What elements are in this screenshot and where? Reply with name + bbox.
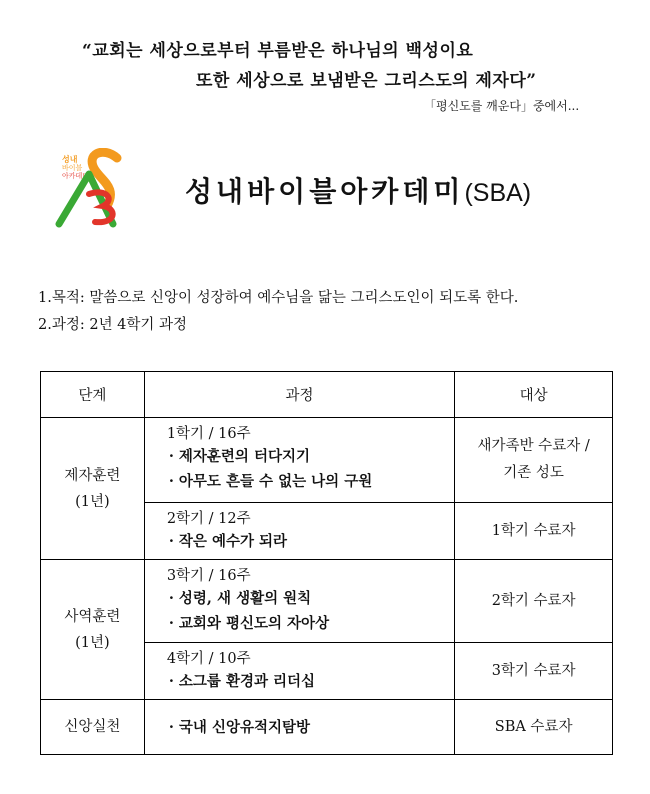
title-korean: 성내바이블아카데미	[185, 175, 465, 208]
semester-label: 2학기 / 12주	[166, 511, 251, 527]
stage-cell	[41, 700, 145, 755]
page-title	[185, 170, 531, 210]
target-line: 기존 성도	[503, 465, 564, 481]
logo-text-line-2: 바이블	[62, 164, 83, 172]
stage-name: 제자훈련	[64, 467, 121, 484]
target-cell	[455, 643, 613, 700]
course-item: · 작은 예수가 되라	[168, 533, 288, 550]
course-item: · 제자훈련의 터다지기	[168, 448, 311, 465]
table-row	[41, 700, 613, 755]
course-cell	[144, 560, 454, 643]
target-line: 2학기 수료자	[491, 592, 576, 609]
semester-label: 1학기 / 16주	[166, 426, 251, 442]
course-item: · 교회와 평신도의 자아상	[168, 615, 330, 632]
course-cell	[144, 503, 454, 560]
semester-label: 4학기 / 10주	[166, 651, 251, 667]
logo-text-line-3: 아카데미	[62, 172, 90, 180]
course-item: · 아무도 흔들 수 없는 나의 구원	[168, 473, 373, 490]
course-item: · 성령, 새 생활의 원칙	[168, 590, 312, 607]
title-english: (SBA)	[464, 179, 532, 207]
semester-label: 3학기 / 16주	[166, 568, 251, 584]
stage-name: 신앙실천	[64, 719, 121, 735]
logo-letters: SBA	[55, 148, 58, 149]
course-cell	[144, 418, 454, 503]
target-cell	[455, 700, 613, 755]
quote-source: 「평신도를 깨운다」중에서...	[424, 99, 580, 113]
course-item: · 소그룹 환경과 리더십	[168, 673, 316, 690]
header-target: 대상	[455, 372, 613, 418]
stage-cell	[41, 418, 145, 560]
stage-cell	[41, 560, 145, 700]
quote-line-1: “교회는 세상으로부터 부름받은 하나님의 백성이요	[82, 41, 474, 61]
target-cell	[455, 418, 613, 503]
stage-duration: (1년)	[75, 634, 110, 651]
course-cell	[144, 643, 454, 700]
course-cell	[144, 700, 454, 755]
target-line: 1학기 수료자	[491, 522, 576, 539]
stage-duration: (1년)	[75, 493, 110, 510]
course-text: 2.과정: 2년 4학기 과정	[38, 317, 188, 333]
stage-name: 사역훈련	[64, 608, 121, 625]
target-line: 새가족반 수료자 /	[477, 438, 590, 454]
logo-s-shape	[92, 152, 117, 206]
purpose-text: 1.목적: 말씀으로 신앙이 성장하여 예수님을 닮는 그리스도인이 되도록 한다.	[38, 290, 519, 306]
table-header-row	[41, 372, 613, 418]
curriculum-table	[40, 371, 613, 755]
target-cell	[455, 503, 613, 560]
logo-text-line-1: 성내	[62, 155, 78, 164]
quote-line-2: 또한 세상으로 보냄받은 그리스도의 제자다”	[196, 71, 537, 91]
header-course: 과정	[144, 372, 454, 418]
target-line: SBA 수료자	[494, 718, 573, 735]
table-row	[41, 418, 613, 503]
header-stage: 단계	[41, 372, 145, 418]
table-row	[41, 560, 613, 643]
target-cell	[455, 560, 613, 643]
target-line: 3학기 수료자	[491, 662, 576, 679]
sba-logo	[55, 148, 125, 228]
course-item: · 국내 신앙유적지탐방	[168, 718, 311, 736]
